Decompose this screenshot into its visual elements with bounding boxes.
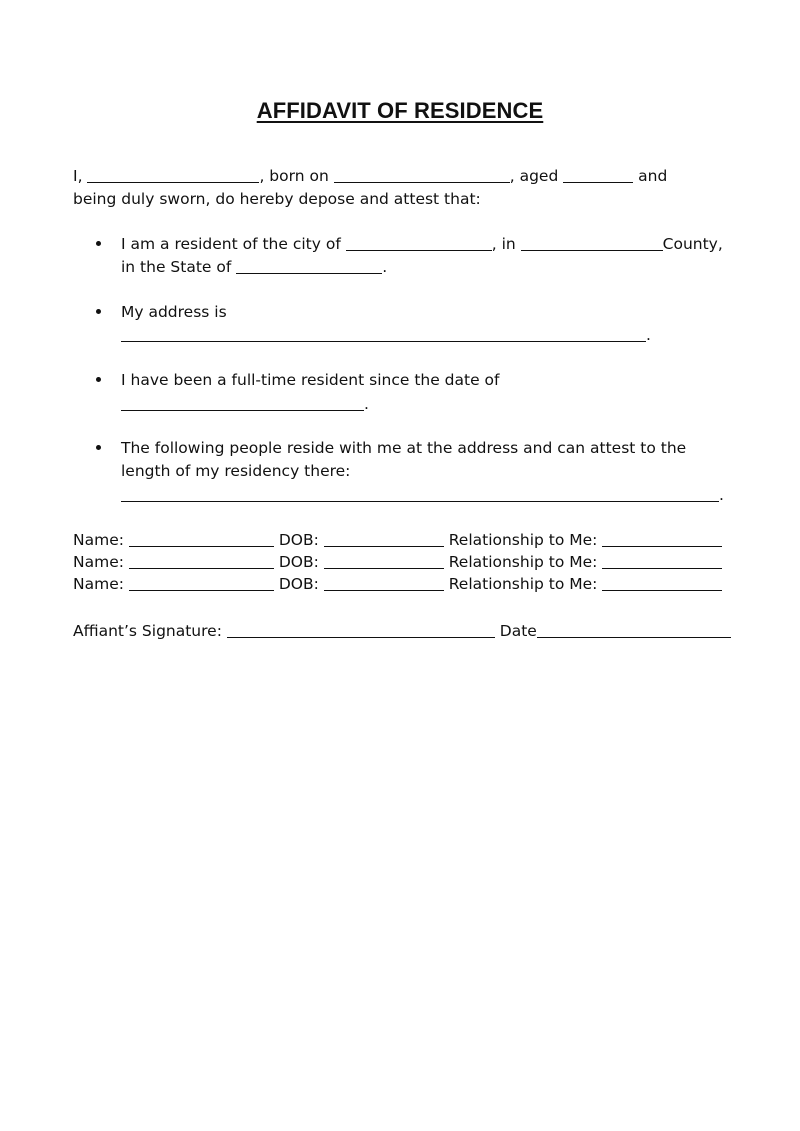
- county-text: County,: [662, 235, 723, 253]
- relationship-label: Relationship to Me:: [448, 553, 598, 571]
- people-text-2: length of my residency there:: [121, 462, 351, 480]
- people-line-1: [121, 437, 686, 459]
- dob-blank[interactable]: [324, 574, 444, 591]
- document-title: AFFIDAVIT OF RESIDENCE: [256, 98, 544, 123]
- name-label: Name:: [73, 553, 124, 571]
- birth-date-blank[interactable]: [334, 166, 510, 183]
- relationship-blank[interactable]: [602, 574, 722, 591]
- dob-blank[interactable]: [324, 530, 444, 547]
- person-row: [73, 551, 722, 573]
- relationship-blank[interactable]: [602, 552, 722, 569]
- address-blank[interactable]: [121, 325, 646, 342]
- born-on-text: , born on: [259, 167, 329, 185]
- date-label: Date: [499, 622, 537, 640]
- relationship-label: Relationship to Me:: [448, 575, 598, 593]
- address-label-line: [121, 301, 227, 323]
- full-name-blank[interactable]: [87, 166, 259, 183]
- state-blank[interactable]: [236, 257, 382, 274]
- name-blank[interactable]: [129, 530, 274, 547]
- name-label: Name:: [73, 531, 124, 549]
- bullet-icon: [96, 445, 101, 450]
- age-blank[interactable]: [563, 166, 633, 183]
- bullet-icon: [96, 377, 101, 382]
- resident-since-text: I have been a full-time resident since the date of: [121, 371, 500, 389]
- person-row: [73, 529, 722, 551]
- bullet-icon: [96, 241, 101, 246]
- people-period: .: [719, 486, 724, 504]
- city-blank[interactable]: [346, 234, 492, 251]
- resident-since-date-blank[interactable]: [121, 394, 364, 411]
- address-period: .: [646, 326, 651, 344]
- relationship-blank[interactable]: [602, 530, 722, 547]
- dob-label: DOB:: [278, 575, 319, 593]
- address-blank-line: [121, 324, 651, 346]
- person-row: [73, 573, 722, 595]
- signature-blank[interactable]: [227, 621, 495, 638]
- dob-label: DOB:: [278, 531, 319, 549]
- intro-line-2: [73, 188, 481, 210]
- city-line: [121, 233, 723, 255]
- state-period: .: [382, 258, 388, 276]
- signature-label: Affiant’s Signature:: [73, 622, 222, 640]
- city-prefix-text: I am a resident of the city of: [121, 235, 341, 253]
- address-prefix-text: My address is: [121, 303, 227, 321]
- resident-date-line: [121, 393, 369, 415]
- intro-i-text: I,: [73, 167, 83, 185]
- name-blank[interactable]: [129, 574, 274, 591]
- aged-text: , aged: [509, 167, 559, 185]
- residents-blank[interactable]: [121, 485, 719, 502]
- signature-date-blank[interactable]: [537, 621, 731, 638]
- bullet-icon: [96, 309, 101, 314]
- state-prefix-text: in the State of: [121, 258, 232, 276]
- city-in-text: , in: [491, 235, 516, 253]
- resident-since-line: [121, 369, 500, 391]
- intro-sworn-text: being duly sworn, do hereby depose and attest that:: [73, 190, 481, 208]
- people-blank-line: [121, 484, 724, 506]
- dob-blank[interactable]: [324, 552, 444, 569]
- people-line-2: [121, 460, 350, 482]
- name-label: Name:: [73, 575, 124, 593]
- name-blank[interactable]: [129, 552, 274, 569]
- signature-line: [73, 620, 731, 642]
- people-text-1: The following people reside with me at the address and can attest to the: [121, 439, 687, 457]
- relationship-label: Relationship to Me:: [448, 531, 598, 549]
- dob-label: DOB:: [278, 553, 319, 571]
- state-line: [121, 256, 387, 278]
- county-blank[interactable]: [521, 234, 663, 251]
- resident-date-period: .: [364, 395, 369, 413]
- and-text: and: [638, 167, 668, 185]
- intro-line-1: [73, 165, 667, 187]
